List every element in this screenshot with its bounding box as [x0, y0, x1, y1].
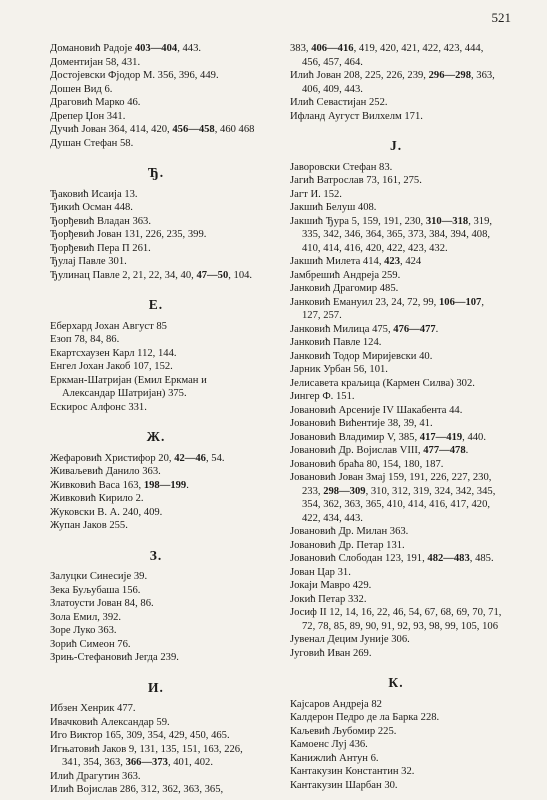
index-entry: Илић Војислав 286, 312, 362, 363, 365,: [50, 784, 224, 795]
index-entry: Јаворовски Стефан 83.: [290, 161, 393, 173]
index-entry: Кантакузин Шарбан 30.: [290, 779, 398, 791]
left-column: [50, 42, 262, 797]
index-entry: Калдерон Педро де ла Барка 228.: [290, 712, 440, 723]
index-entry: Златоусти Јован 84, 86.: [50, 598, 154, 609]
index-entry: Јовановић Арсеније IV Шакабента 44.: [290, 404, 463, 416]
index-entry: Игњатовић Јаков 9, 131, 135, 151, 163, 226, 341, 354, 363, 366—373, 401, 402.: [50, 743, 243, 768]
index-entry: Дрепер Џон 341.: [50, 110, 126, 122]
index-entry: Јовановић Др. Милан 363.: [290, 526, 409, 537]
index-entry: Јосиф II 12, 14, 16, 22, 46, 54, 67, 68, 69, 70, 71, 72, 78, 85, 89, 90, 91, 92, 93, 98, 99, 105, 106: [290, 607, 502, 632]
index-entry: Залуцки Синесије 39.: [50, 571, 148, 582]
index-entry: Илић Јован 208, 225, 226, 239, 296—298, 363, 406, 409, 443.: [290, 70, 495, 95]
index-entry: Ђорђевић Јован 131, 226, 235, 399.: [50, 229, 207, 240]
index-entry: Дучић Јован 364, 414, 420, 456—458, 460 468: [50, 124, 255, 135]
section-letter-heading: З.: [149, 547, 163, 563]
index-entry: Јокаји Мавро 429.: [290, 580, 372, 591]
index-entry: Живаљевић Данило 363.: [50, 466, 161, 477]
index-entry: Жупан Јаков 255.: [50, 520, 128, 531]
index-entry: Иго Виктор 165, 309, 354, 429, 450, 465.: [50, 730, 230, 741]
index-entry: Каљевић Љубомир 225.: [290, 725, 397, 737]
index-entry: Камоенс Луј 436.: [290, 739, 368, 750]
index-entry: Зоре Луко 363.: [50, 625, 117, 636]
index-entry: Јакшић Белуш 408.: [290, 202, 377, 213]
index-entry: Достојевски Фјодор М. 356, 396, 449.: [50, 70, 219, 81]
index-entry: Кајсаров Андреја 82: [290, 698, 382, 710]
index-entry: Јагић Ватрослав 73, 161, 275.: [290, 175, 422, 186]
index-entry: Канижлић Антун 6.: [290, 752, 379, 764]
index-entry: Ескирос Алфонс 331.: [50, 401, 147, 413]
index-entry: Јовановић Вићентије 38, 39, 41.: [290, 418, 433, 429]
index-entry: Жуковски В. А. 240, 409.: [50, 506, 163, 518]
page-number: 521: [491, 10, 511, 25]
index-entry: Јовановић Владимир V, 385, 417—419, 440.: [290, 431, 486, 443]
section-letter-heading: И.: [148, 679, 164, 695]
index-entry: Зека Буљубаша 156.: [50, 584, 141, 596]
index-entry: Ивачковић Александар 59.: [50, 716, 170, 728]
index-entry: Јанковић Милица 475, 476—477.: [290, 323, 439, 335]
index-entry: Ибзен Хенрик 477.: [50, 703, 136, 714]
index-entry: Јанковић Драгомир 485.: [290, 283, 399, 294]
index-entry: Јокић Петар 332.: [290, 593, 367, 605]
index-entry: Живковић Кирило 2.: [50, 493, 144, 504]
index-entry: Дошен Вид 6.: [50, 83, 113, 95]
index-entry: Јингер Ф. 151.: [290, 391, 355, 402]
index-entry: Еркман-Шатријан (Емил Еркман и Александар Шатријан) 375.: [50, 374, 207, 399]
index-entry: Зорић Симеон 76.: [50, 638, 131, 650]
section-letter-heading: Е.: [148, 297, 164, 312]
index-entry: Јанковић Павле 124.: [290, 337, 382, 348]
index-entry: Ифланд Аугуст Вилхелм 171.: [290, 110, 423, 122]
right-column: [290, 42, 502, 792]
index-entry: Јовановић Др. Војислав VIII, 477—478.: [290, 445, 469, 456]
index-entry: Јарник Урбан 56, 101.: [290, 364, 388, 375]
index-entry: Јелисавета краљица (Кармен Силва) 302.: [290, 377, 475, 389]
index-entry: Кантакузин Константин 32.: [290, 766, 415, 777]
index-entry: Јувенал Децим Јуније 306.: [290, 634, 410, 645]
index-entry: Југовић Иван 269.: [290, 647, 372, 659]
index-entry: Јовановић Слободан 123, 191, 482—483, 485.: [290, 553, 494, 564]
index-entry: Ђикић Осман 448.: [50, 202, 133, 213]
index-entry: Јакшић Милета 414, 423, 424: [290, 256, 422, 267]
index-entry: Домановић Радоје 403—404, 443.: [50, 43, 202, 54]
index-entry: Енгел Јохан Јакоб 107, 152.: [50, 361, 173, 372]
index-entry: Јанковић Тодор Миријевски 40.: [290, 350, 433, 362]
section-letter-heading: Ј.: [389, 138, 403, 153]
index-entry: Езоп 78, 84, 86.: [50, 334, 120, 345]
index-entry: Илић Драгутин 363.: [50, 770, 141, 782]
index-entry: Душан Стефан 58.: [50, 137, 134, 149]
section-letter-heading: Ж.: [146, 429, 166, 444]
index-entry: Јовановић Јован Змај 159, 191, 226, 227, 230, 233, 298—309, 310, 312, 319, 324, 342, 345, 354, 362, 363, 365, 410, 414, 416, 417, 420, 422, 434, 443.: [290, 472, 496, 524]
section-letter-heading: Ђ.: [147, 165, 165, 180]
index-entry: Драговић Марко 46.: [50, 97, 141, 108]
index-entry: Зола Емил, 392.: [50, 611, 122, 623]
index-entry: Жефаровић Христифор 20, 42—46, 54.: [50, 452, 225, 464]
index-entry: Доментијан 58, 431.: [50, 56, 141, 68]
index-entry: Јагт И. 152.: [290, 188, 342, 200]
index-entry: Илић Севастијан 252.: [290, 97, 388, 108]
index-entry: Ђулај Павле 301.: [50, 256, 127, 267]
index-entry: Јамбрешић Андреја 259.: [290, 269, 401, 281]
index-entry: Ђорђевић Пера П 261.: [50, 242, 151, 254]
index-entry: Ђорђевић Владан 363.: [50, 215, 151, 227]
index-entry: Јанковић Емануил 23, 24, 72, 99, 106—107, 127, 257.: [290, 296, 484, 321]
index-entry: Јакшић Ђура 5, 159, 191, 230, 310—318, 319, 335, 342, 346, 364, 365, 373, 384, 394, 408, 410, 414, 416, 420, 422, 423, 432.: [290, 215, 493, 254]
index-entry: Еберхард Јохан Август 85: [50, 320, 167, 332]
index-entry: Ђулинац Павле 2, 21, 22, 34, 40, 47—50, 104.: [50, 269, 253, 281]
index-entry: Екартсхаузен Карл 112, 144.: [50, 347, 177, 359]
index-entry: Јовановић браћа 80, 154, 180, 187.: [290, 458, 444, 470]
index-entry: Јован Цар 31.: [290, 566, 351, 578]
index-entry: Ђаковић Исаија 13.: [50, 188, 138, 200]
index-entry: Јовановић Др. Петар 131.: [290, 539, 405, 551]
section-letter-heading: К.: [388, 675, 404, 690]
index-entry: Зрињ-Стефановић Јегда 239.: [50, 652, 179, 663]
index-entry: Живковић Васа 163, 198—199.: [50, 479, 189, 491]
index-entry: 383, 406—416, 419, 420, 421, 422, 423, 444, 456, 457, 464.: [290, 43, 484, 68]
